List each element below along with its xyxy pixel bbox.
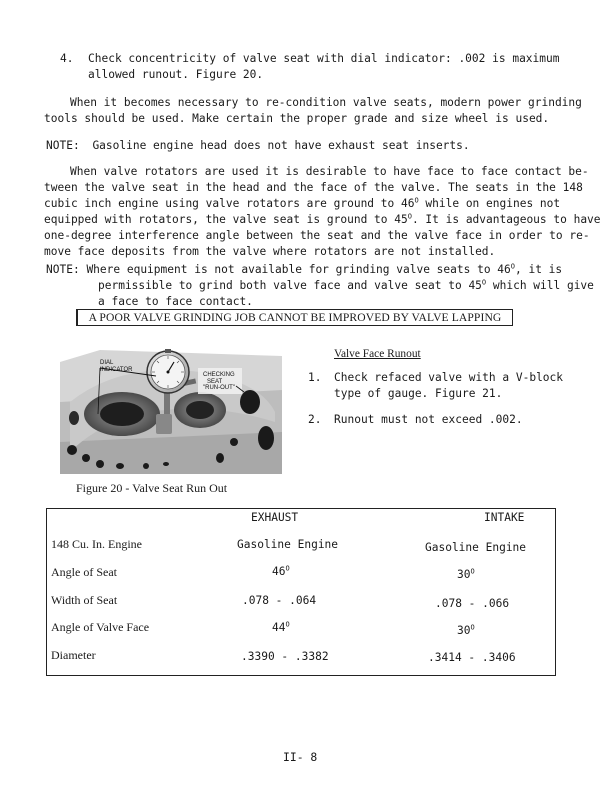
note-1-text: Gasoline engine head does not have exhaust seat inserts. — [92, 139, 470, 152]
runout-step-1-line-1: Check refaced valve with a V-block — [334, 371, 564, 384]
row-width-seat-label: Width of Seat — [51, 593, 118, 607]
rotators-line-1: When valve rotators are used it is desirable to have face to face contact be- — [70, 165, 589, 178]
checking-seat-runout-label — [203, 372, 235, 392]
row-engine-exhaust: Gasoline Engine — [237, 538, 339, 551]
indicator-label: INDICATOR — [100, 367, 133, 373]
row-angle-seat-exhaust — [272, 565, 290, 579]
row-angle-seat-label: Angle of Seat — [51, 565, 117, 579]
header-intake: INTAKE — [484, 511, 525, 524]
row-engine-label: 148 Cu. In. Engine — [51, 537, 142, 551]
row-diameter-intake: .3414 - .3406 — [428, 651, 516, 664]
note-1-label: NOTE: — [46, 139, 80, 152]
recondition-paragraph — [44, 95, 582, 127]
step-4-number: 4. — [60, 52, 74, 65]
runout-step-1-line-2: type of gauge. Figure 21. — [334, 387, 503, 400]
degree-sup: O — [407, 212, 412, 221]
row-angle-face-exhaust — [272, 621, 290, 635]
note-2-line-1a: Where equipment is not available for grinding valve seats to 46 — [86, 263, 511, 276]
figure-20-caption: Figure 20 - Valve Seat Run Out — [76, 481, 228, 495]
degree-sup: O — [414, 196, 419, 205]
angle-seat-exhaust-value: 46 — [272, 565, 286, 578]
rotators-line-6: move face deposits from the valve where rotators are not installed. — [44, 245, 496, 258]
note-2-label: NOTE: — [46, 263, 80, 276]
rotators-line-5: one-degree interference angle between the seat and the valve face in order to re- — [44, 229, 590, 242]
dial-label: DIAL — [100, 360, 114, 366]
row-angle-seat-intake — [457, 568, 475, 582]
row-width-seat-intake: .078 - .066 — [435, 597, 510, 610]
valve-spec-table — [46, 508, 556, 676]
degree-sup: O — [470, 623, 475, 632]
valve-lapping-warning-banner: A POOR VALVE GRINDING JOB CANNOT BE IMPROVED BY VALVE LAPPING — [76, 309, 513, 326]
angle-seat-intake-value: 30 — [457, 568, 471, 581]
rotators-line-4a: equipped with rotators, the valve seat is ground to 45 — [44, 213, 408, 226]
degree-sup: O — [285, 620, 290, 629]
degree-sup: O — [481, 278, 487, 287]
rotators-line-2: tween the valve seat in the head and the face of the valve. The seats in the 148 — [44, 181, 583, 194]
note-2-line-2b: which will give — [486, 279, 594, 292]
note-2-line-2a: permissible to grind both valve face and valve seat to 45 — [98, 279, 482, 292]
recondition-line-1: When it becomes necessary to re-condition valve seats, modern power grinding — [70, 96, 582, 109]
dial-indicator-label — [100, 360, 132, 374]
step-4-line-1: Check concentricity of valve seat with dial indicator: .002 is maximum — [88, 52, 560, 65]
note-exhaust-inserts — [46, 138, 470, 154]
note-2-line-1 — [46, 262, 562, 278]
cylinder-head-illustration — [60, 342, 282, 474]
rotators-line-4b: . It is advantageous to have — [411, 213, 601, 226]
rotators-line-3a: cubic inch engine using valve rotators are ground to 46 — [44, 197, 415, 210]
runout-step-2-number: 2. — [308, 413, 322, 426]
rotators-line-3 — [44, 196, 601, 212]
row-engine-intake: Gasoline Engine — [425, 541, 527, 554]
runout-step-1-number: 1. — [308, 371, 322, 384]
checking-label: CHECKING — [203, 372, 235, 378]
rotators-line-3b: while on engines not — [418, 197, 561, 210]
valve-seat-runout-photo — [60, 342, 282, 474]
row-width-seat-exhaust: .078 - .064 — [242, 594, 317, 607]
degree-sup: O — [285, 564, 290, 573]
runout-step-2-line-1: Runout must not exceed .002. — [334, 413, 523, 426]
degree-sup: O — [470, 567, 475, 576]
valve-face-runout-title: Valve Face Runout — [334, 348, 421, 360]
runout-label: "RUN-OUT" — [203, 385, 235, 391]
angle-face-exhaust-value: 44 — [272, 621, 286, 634]
note-2-line-1b: , it is — [515, 263, 563, 276]
row-angle-face-intake — [457, 624, 475, 638]
note-2-line-2 — [98, 278, 594, 294]
header-exhaust: EXHAUST — [251, 511, 299, 524]
recondition-line-2: tools should be used. Make certain the proper grade and size wheel is used. — [44, 112, 550, 125]
seat-label: SEAT — [207, 378, 223, 385]
note-2-line-3: a face to face contact. — [98, 295, 253, 308]
page-number: II- 8 — [283, 750, 318, 764]
row-diameter-exhaust: .3390 - .3382 — [241, 650, 329, 663]
row-angle-face-label: Angle of Valve Face — [51, 620, 150, 634]
step-4-line-2: allowed runout. Figure 20. — [88, 68, 264, 81]
degree-sup: O — [510, 262, 515, 271]
rotators-paragraph — [44, 164, 601, 260]
angle-face-intake-value: 30 — [457, 624, 471, 637]
row-diameter-label: Diameter — [51, 648, 96, 662]
rotators-line-4 — [44, 212, 601, 228]
